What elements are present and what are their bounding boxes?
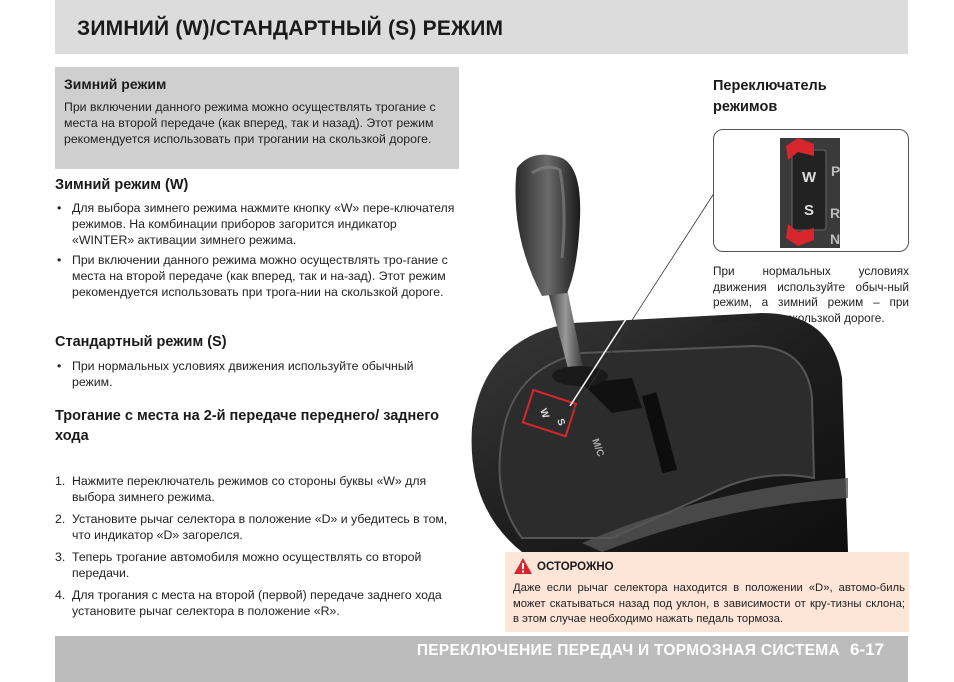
section-title: ПЕРЕКЛЮЧЕНИЕ ПЕРЕДАЧ И ТОРМОЗНАЯ СИСТЕМА [416, 642, 840, 659]
list-item [55, 473, 459, 505]
list-item: • Для выбора зимнего режима нажмите кнопку «W» пере-ключателя режимов. На комбинации приборов загорится индикатор «WINTER» активации зимнего режима. [55, 200, 459, 248]
switch-title-line2: режимов [713, 99, 778, 115]
list-item: • При нормальных условиях движения используйте обычный режим. [55, 358, 435, 390]
standard-mode-list [55, 358, 435, 394]
intro-title: Зимний режим [64, 76, 167, 92]
intro-box [55, 67, 459, 169]
list-item [55, 549, 459, 581]
switch-title [713, 76, 827, 118]
list-item [55, 511, 459, 543]
step-text: Установите рычаг селектора в положение «D» и убедитесь в том, что индикатор «D» загорелся. [72, 512, 448, 542]
winter-mode-heading: Зимний режим (W) [55, 177, 189, 193]
shifter-boot [552, 366, 608, 386]
gear-letter-p: P [831, 163, 841, 179]
shift-knob [516, 155, 581, 296]
intro-text: При включении данного режима можно осуществлять трогание с места на второй передаче (как вперед, так и назад). Этот режим рекомендуется использовать при трогании на скользкой дороге. [64, 100, 436, 146]
switch-caption: При нормальных условиях движения используйте обыч-ный режим, а зимний режим – при движении на скользкой дороге. [713, 264, 909, 325]
step-text: Теперь трогание автомобиля можно осуществлять со второй передачи. [72, 550, 422, 580]
gear-label-mc: M/C [589, 437, 606, 459]
gear-label-w: W [537, 407, 551, 420]
step-number: 3. [55, 550, 66, 564]
warning-title: ОСТОРОЖНО [537, 561, 614, 573]
page-header [55, 0, 908, 54]
page-footer [55, 636, 908, 682]
step-number: 2. [55, 512, 66, 526]
gear-letter-n: N [830, 231, 841, 247]
second-gear-start-heading: Трогание с места на 2-й передаче переднего/ заднего хода [55, 408, 440, 444]
switch-letter-w: W [802, 169, 817, 186]
step-text: Для трогания с места на второй (первой) передаче заднего хода установите рычаг селектора в положение «R». [72, 588, 442, 618]
switch-letter-s: S [804, 202, 815, 219]
step-number: 1. [55, 474, 66, 488]
mode-switch-illustration [714, 130, 908, 251]
winter-mode-list [55, 200, 459, 304]
list-item: • При включении данного режима можно осуществлять тро-гание с места на второй передаче (как вперед, так и на-зад). Этот режим рекомендуется использовать при трога-нии на скользкой дороге. [55, 252, 459, 300]
page-title: ЗИМНИЙ (W)/СТАНДАРТНЫЙ (S) РЕЖИМ [77, 17, 504, 40]
list-item [55, 587, 459, 619]
steps-list [55, 473, 459, 625]
warning-box [505, 552, 909, 632]
gear-letter-r: R [830, 205, 841, 221]
step-number: 4. [55, 588, 66, 602]
warning-text: Даже если рычаг селектора находится в положении «D», автомо-биль может скатываться назад под уклон, в зависимости от кру-тизны склона; в этом случае необходимо нажать педаль тормоза. [513, 582, 905, 625]
mode-switch-closeup [713, 129, 909, 252]
warning-icon [513, 557, 533, 575]
standard-mode-heading: Стандартный режим (S) [55, 334, 227, 350]
gear-label-s: S [554, 417, 567, 428]
page-number: 6-17 [850, 640, 885, 659]
switch-title-line1: Переключатель [713, 78, 827, 94]
step-text: Нажмите переключатель режимов со стороны буквы «W» для выбора зимнего режима. [72, 474, 427, 504]
